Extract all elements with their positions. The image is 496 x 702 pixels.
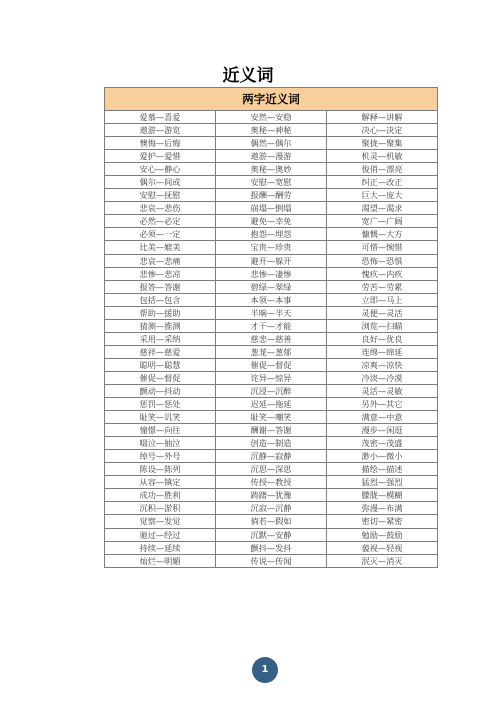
table-row xyxy=(105,176,438,189)
synonym-pair-cell: 奥秘—奥妙 xyxy=(216,163,327,176)
synonym-pair-cell: 沉寂—沉静 xyxy=(216,502,327,515)
table-row xyxy=(105,345,438,358)
synonym-pair-cell: 猜测—推测 xyxy=(105,319,216,332)
table-row xyxy=(105,111,438,124)
synonym-pair-cell: 漫步—闲逛 xyxy=(327,424,438,437)
table-row xyxy=(105,228,438,241)
synonym-pair-cell: 必然—必定 xyxy=(105,215,216,228)
synonym-pair-cell: 悲哀—悲伤 xyxy=(105,202,216,215)
table-row xyxy=(105,163,438,176)
synonym-pair-cell: 灿烂—明媚 xyxy=(105,554,216,567)
synonym-pair-cell: 藐视—轻视 xyxy=(327,541,438,554)
synonym-pair-cell: 聚拢—聚集 xyxy=(327,137,438,150)
synonym-pair-cell: 酬谢—答谢 xyxy=(216,424,327,437)
synonym-pair-cell: 陈设—陈列 xyxy=(105,463,216,476)
table-row xyxy=(105,137,438,150)
synonym-pair-cell: 安然—安稳 xyxy=(216,111,327,124)
synonym-pair-cell: 报酬—酬劳 xyxy=(216,189,327,202)
synonym-pair-cell: 浏览—扫瞄 xyxy=(327,319,438,332)
table-header: 两字近义词 xyxy=(105,88,438,111)
table-row xyxy=(105,502,438,515)
synonym-pair-cell: 从容—镇定 xyxy=(105,476,216,489)
synonym-pair-cell: 沉思—深思 xyxy=(216,463,327,476)
synonym-pair-cell: 偶然—偶尔 xyxy=(216,137,327,150)
table-row xyxy=(105,476,438,489)
synonym-pair-cell: 慷慨—大方 xyxy=(327,228,438,241)
synonym-pair-cell: 满意—中意 xyxy=(327,411,438,424)
table-row xyxy=(105,293,438,306)
synonym-pair-cell: 沉静—寂静 xyxy=(216,450,327,463)
synonym-pair-cell: 传说—传闻 xyxy=(216,554,327,567)
synonym-pair-cell: 碧绿—翠绿 xyxy=(216,280,327,293)
synonym-pair-cell: 猛烈—强烈 xyxy=(327,476,438,489)
synonym-pair-cell: 报答—答谢 xyxy=(105,280,216,293)
synonym-pair-cell: 悲惨—悲凉 xyxy=(105,267,216,280)
table-row xyxy=(105,398,438,411)
synonym-pair-cell: 耻笑—嘲笑 xyxy=(216,411,327,424)
table-row xyxy=(105,241,438,254)
synonym-pair-cell: 灵活—灵敏 xyxy=(327,384,438,397)
synonym-pair-cell: 憧憬—向往 xyxy=(105,424,216,437)
synonym-pair-cell: 必须—一定 xyxy=(105,228,216,241)
synonym-pair-cell: 恐怖—恐惧 xyxy=(327,254,438,267)
synonym-pair-cell: 包括—包含 xyxy=(105,293,216,306)
synonym-pair-cell: 悲惨—凄惨 xyxy=(216,267,327,280)
synonym-pair-cell: 遨游—游览 xyxy=(105,124,216,137)
synonym-pair-cell: 愧疚—内疚 xyxy=(327,267,438,280)
synonym-pair-cell: 成功—胜利 xyxy=(105,489,216,502)
synonym-pair-cell: 创造—制造 xyxy=(216,437,327,450)
synonym-table xyxy=(104,87,438,568)
synonym-pair-cell: 避开—躲开 xyxy=(216,254,327,267)
table-row xyxy=(105,332,438,345)
synonym-pair-cell: 宝贵—珍贵 xyxy=(216,241,327,254)
synonym-pair-cell: 比美—媲美 xyxy=(105,241,216,254)
synonym-pair-cell: 遨游—漫游 xyxy=(216,150,327,163)
table-row xyxy=(105,202,438,215)
synonym-pair-cell: 诧异—惊异 xyxy=(216,371,327,384)
synonym-pair-cell: 慈祥—慈爱 xyxy=(105,345,216,358)
synonym-pair-cell: 可惜—惋惜 xyxy=(327,241,438,254)
synonym-pair-cell: 冷淡—冷漠 xyxy=(327,371,438,384)
synonym-pair-cell: 泯灭—消灭 xyxy=(327,554,438,567)
synonym-pair-cell: 渺小—微小 xyxy=(327,450,438,463)
page-title: 近义词 xyxy=(222,66,274,86)
synonym-pair-cell: 采用—采纳 xyxy=(105,332,216,345)
synonym-pair-cell: 劳苦—劳累 xyxy=(327,280,438,293)
table-row xyxy=(105,189,438,202)
table-row xyxy=(105,450,438,463)
synonym-pair-cell: 绰号—外号 xyxy=(105,450,216,463)
synonym-pair-cell: 宽广—广阔 xyxy=(327,215,438,228)
table-row xyxy=(105,489,438,502)
synonym-pair-cell: 凉爽—凉快 xyxy=(327,358,438,371)
synonym-pair-cell: 沉浸—沉醉 xyxy=(216,384,327,397)
synonym-pair-cell: 持续—延续 xyxy=(105,541,216,554)
synonym-pair-cell: 沉默—安静 xyxy=(216,528,327,541)
synonym-pair-cell: 啜泣—抽泣 xyxy=(105,437,216,450)
synonym-pair-cell: 迟延—拖延 xyxy=(216,398,327,411)
synonym-pair-cell: 爱护—爱惜 xyxy=(105,150,216,163)
table-row xyxy=(105,124,438,137)
synonym-pair-cell: 沉积—淤积 xyxy=(105,502,216,515)
synonym-pair-cell: 朦胧—模糊 xyxy=(327,489,438,502)
synonym-pair-cell: 催促—督促 xyxy=(105,371,216,384)
synonym-pair-cell: 耻笑—讥笑 xyxy=(105,411,216,424)
table-row xyxy=(105,254,438,267)
page-number-badge: 1 xyxy=(252,657,278,683)
synonym-pair-cell: 倘若—假如 xyxy=(216,515,327,528)
table-row xyxy=(105,437,438,450)
synonym-pair-cell: 抱怨—埋怨 xyxy=(216,228,327,241)
synonym-pair-cell: 描绘—描述 xyxy=(327,463,438,476)
table-row xyxy=(105,267,438,280)
synonym-pair-cell: 帮助—援助 xyxy=(105,306,216,319)
synonym-pair-cell: 弥漫—布满 xyxy=(327,502,438,515)
synonym-pair-cell: 解释—讲解 xyxy=(327,111,438,124)
table-row xyxy=(105,358,438,371)
table-row xyxy=(105,411,438,424)
synonym-pair-cell: 半晌—半天 xyxy=(216,306,327,319)
synonym-pair-cell: 传授—教授 xyxy=(216,476,327,489)
synonym-pair-cell: 本领—本事 xyxy=(216,293,327,306)
synonym-pair-cell: 葱茏—葱郁 xyxy=(216,345,327,358)
synonym-pair-cell: 崩塌—倒塌 xyxy=(216,202,327,215)
table-row xyxy=(105,554,438,567)
table-body xyxy=(105,111,438,568)
synonym-pair-cell: 爱慕—喜爱 xyxy=(105,111,216,124)
synonym-pair-cell: 巨大—庞大 xyxy=(327,189,438,202)
synonym-pair-cell: 纠正—改正 xyxy=(327,176,438,189)
synonym-pair-cell: 灵便—灵活 xyxy=(327,306,438,319)
synonym-pair-cell: 决心—决定 xyxy=(327,124,438,137)
table-header-row xyxy=(105,88,438,111)
table-row xyxy=(105,215,438,228)
table-row xyxy=(105,319,438,332)
synonym-pair-cell: 茂密—茂盛 xyxy=(327,437,438,450)
synonym-pair-cell: 安心—静心 xyxy=(105,163,216,176)
synonym-pair-cell: 颤动—抖动 xyxy=(105,384,216,397)
synonym-pair-cell: 俊俏—漂亮 xyxy=(327,163,438,176)
synonym-pair-cell: 避免—幸免 xyxy=(216,215,327,228)
synonym-pair-cell: 奥秘—神秘 xyxy=(216,124,327,137)
synonym-pair-cell: 安慰—抚慰 xyxy=(105,189,216,202)
synonym-pair-cell: 悲哀—悲痛 xyxy=(105,254,216,267)
synonym-pair-cell: 慈悲—慈善 xyxy=(216,332,327,345)
table-row xyxy=(105,528,438,541)
synonym-pair-cell: 觉察—发觉 xyxy=(105,515,216,528)
synonym-pair-cell: 驰过—经过 xyxy=(105,528,216,541)
table-row xyxy=(105,463,438,476)
synonym-pair-cell: 渴望—渴求 xyxy=(327,202,438,215)
table-row xyxy=(105,306,438,319)
synonym-pair-cell: 催促—督促 xyxy=(216,358,327,371)
table-row xyxy=(105,515,438,528)
synonym-pair-cell: 安慰—宽慰 xyxy=(216,176,327,189)
synonym-pair-cell: 机灵—机敏 xyxy=(327,150,438,163)
table-row xyxy=(105,384,438,397)
table-row xyxy=(105,371,438,384)
synonym-pair-cell: 连绵—绵延 xyxy=(327,345,438,358)
synonym-pair-cell: 良好—优良 xyxy=(327,332,438,345)
synonym-pair-cell: 偶尔—间或 xyxy=(105,176,216,189)
table-row xyxy=(105,424,438,437)
synonym-pair-cell: 懊悔—后悔 xyxy=(105,137,216,150)
table-row xyxy=(105,541,438,554)
synonym-pair-cell: 才干—才能 xyxy=(216,319,327,332)
synonym-pair-cell: 立即—马上 xyxy=(327,293,438,306)
table-row xyxy=(105,280,438,293)
synonym-pair-cell: 另外—其它 xyxy=(327,398,438,411)
synonym-pair-cell: 聪明—聪慧 xyxy=(105,358,216,371)
synonym-pair-cell: 踌躇—犹豫 xyxy=(216,489,327,502)
table-row xyxy=(105,150,438,163)
synonym-pair-cell: 颤抖—发抖 xyxy=(216,541,327,554)
synonym-pair-cell: 密切—紧密 xyxy=(327,515,438,528)
synonym-pair-cell: 勉励—鼓励 xyxy=(327,528,438,541)
synonym-pair-cell: 惩罚—惩处 xyxy=(105,398,216,411)
